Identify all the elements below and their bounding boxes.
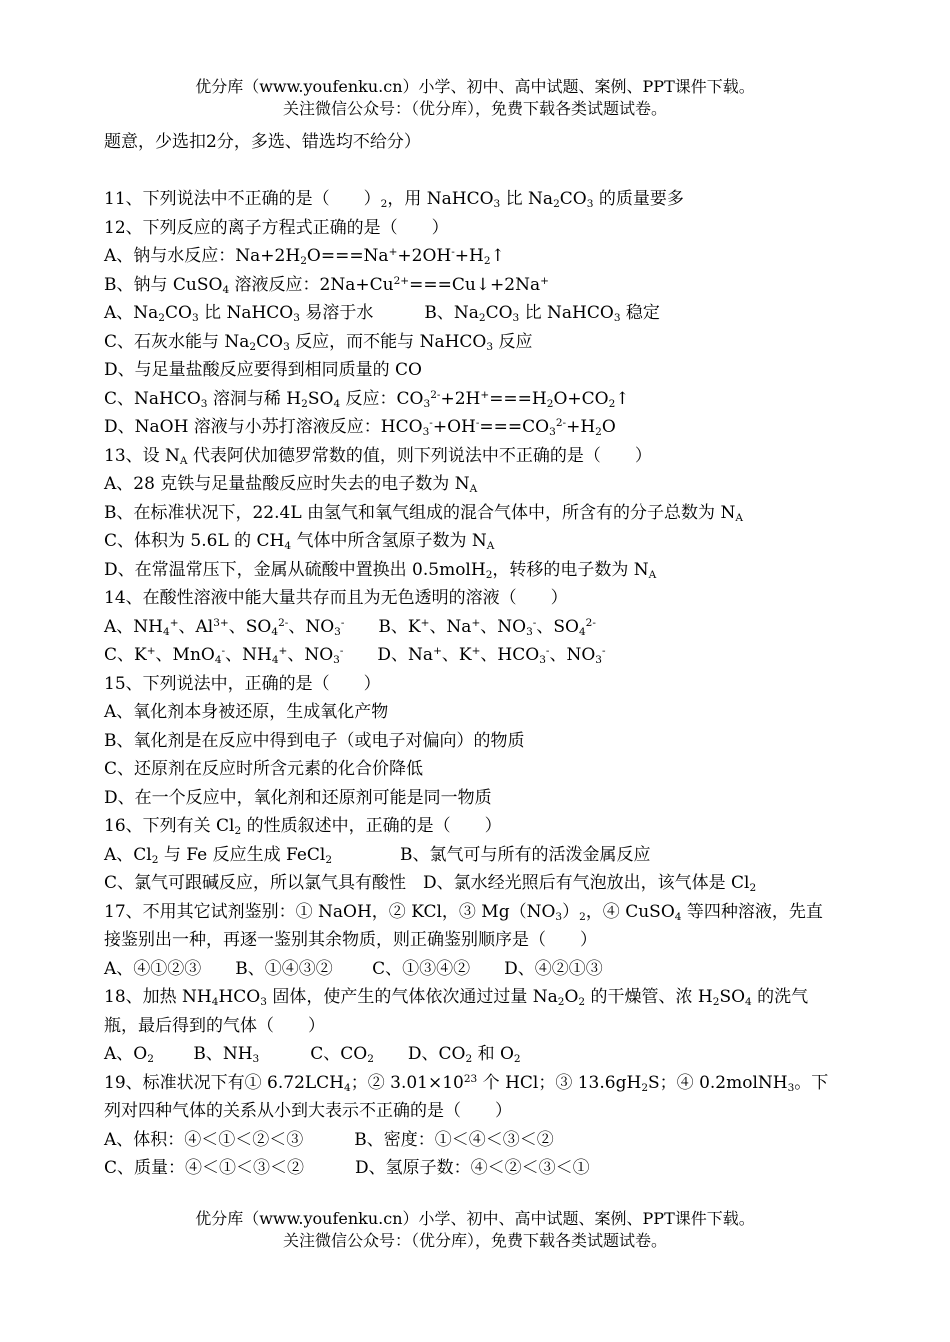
text-line: C、NaHCO$_3$ 溶洞与稀 $H_2SO_4$ 反应：$CO_3^{2-}+2H^+===H_2O+CO_2↑$ xyxy=(104,388,630,410)
text-line: 16、下列有关 $Cl_2$ 的性质叙述中，正确的是（ ） xyxy=(104,816,502,838)
text-line: C、体积为 5.6L 的 $CH_4$ 气体中所含氢原子数为 $N_A$ xyxy=(104,531,495,553)
text-line: A、$O_2$ B、$NH_3$ C、$CO_2$ D、$CO_2$ 和 $O_2$ xyxy=(104,1044,521,1066)
text-line: B、氧化剂是在反应中得到电子（或电子对偏向）的物质 xyxy=(104,730,525,751)
text-line: A、$Cl_2$ 与 Fe 反应生成 FeCl$_2$ B、氯气可与所有的活泼金属反应 xyxy=(104,844,651,866)
text-line: 15、下列说法中，正确的是（ ） xyxy=(104,673,381,694)
text-line: A、$Na_2CO_3$ 比 NaHCO$_3$ 易溶于水 B、$Na_2CO_3$ 比 NaHCO$_3$ 稳定 xyxy=(104,303,660,325)
text-line: A、体积：④＜①＜②＜③ B、密度：①＜④＜③＜② xyxy=(104,1129,554,1150)
text-line: D、与足量盐酸反应要得到相同质量的 CO xyxy=(104,360,422,380)
text-line: A、$NH_4^+$、$Al^{3+}$、$SO_4^{2-}$、$NO_3^-$ B、K+、Na+、$NO_3^-$、$SO_4^{2-}$ xyxy=(104,616,596,638)
text-line: C、氯气可跟碱反应，所以氯气具有酸性 D、氯水经光照后有气泡放出，该气体是 $Cl_2$ xyxy=(104,873,757,895)
text-line: C、质量：④＜①＜③＜② D、氢原子数：④＜②＜③＜① xyxy=(104,1158,590,1178)
text-line: C、石灰水能与 $Na_2CO_3$ 反应，而不能与 NaHCO$_3$ 反应 xyxy=(104,331,533,353)
footer-line-2: 关注微信公众号：（优分库），免费下载各类试题试卷。 xyxy=(282,1231,667,1250)
text-line: C、还原剂在反应时所含元素的化合价降低 xyxy=(104,759,424,779)
text-line: 13、设 $N_A$ 代表阿伏加德罗常数的值，则下列说法中不正确的是（ ） xyxy=(104,445,652,467)
document-body xyxy=(104,128,834,1183)
text-line: D、NaOH 溶液与小苏打溶液反应：$HCO_3^-+OH^-===CO_3^{2-}+H_2O$ xyxy=(104,417,616,439)
text-line: D、在一个反应中，氧化剂和还原剂可能是同一物质 xyxy=(104,787,492,808)
text-line: 18、加热 $NH_4HCO_3$ 固体，使产生的气体依次通过过量 $Na_2O_2$ 的干燥管、浓 $H_2SO_4$ 的洗气瓶，最后得到的气体（ ） xyxy=(104,987,809,1036)
text-line: 19、标准状况下有① $6.72LCH_4$；② $3.01\times 10^{23}$ 个 HCl；③ $13.6gH_2S$；④ 0.2molNH$_3$。下列对四种气体的关系从小到大表示不正确的是（ ） xyxy=(104,1072,829,1121)
text-line: A、④①②③ B、①④③② C、①③④② D、④②①③ xyxy=(104,958,603,979)
text-line: 12、下列反应的离子方程式正确的是（ ） xyxy=(104,217,449,238)
text-line: A、28 克铁与足量盐酸反应时失去的电子数为 $N_A$ xyxy=(104,474,478,496)
text-line: A、氧化剂本身被还原，生成氧化产物 xyxy=(104,702,389,722)
text-line: 14、在酸性溶液中能大量共存而且为无色透明的溶液（ ） xyxy=(104,588,568,608)
text-line: B、在标准状况下，22.4L 由氢气和氧气组成的混合气体中，所含有的分子总数为 $N_A$ xyxy=(104,502,743,524)
page-footer xyxy=(0,1208,950,1252)
header-line-1: 优分库（www.youfenku.cn）小学、初中、高中试题、案例、PPT课件下载。 xyxy=(195,77,755,96)
text-line: A、钠与水反应：$Na+2H_2O===Na^++2OH^-+H_2↑$ xyxy=(104,246,505,268)
text-line: C、K+、MnO$_4$-、$NH_4^+$、$NO_3^-$ D、Na+、K+、$HCO_3^-$、$NO_3^-$ xyxy=(104,645,606,667)
page-header xyxy=(0,76,950,120)
text-line: 17、不用其它试剂鉴别：① NaOH，② KCl，③ $Mg(NO_3)_2$，④ CuSO$_4$ 等四种溶液，先直接鉴别出一种，再逐一鉴别其余物质，则正确鉴别顺序是（ ） xyxy=(104,901,823,950)
text-line: 题意，少选扣2分，多选、错选均不给分） xyxy=(104,132,421,152)
text-line: B、钠与 CuSO$_4$ 溶液反应：$2Na+Cu^{2+}===Cu↓+2Na^+$ xyxy=(104,274,549,296)
header-line-2: 关注微信公众号：（优分库），免费下载各类试题试卷。 xyxy=(282,99,667,118)
text-line: 11、下列说法中不正确的是（ ）$_2$，用 NaHCO$_3$ 比 $Na_2CO_3$ 的质量要多 xyxy=(104,189,684,211)
text-line: D、在常温常压下，金属从硫酸中置换出 0.5molH$_2$，转移的电子数为 $N_A$ xyxy=(104,559,657,581)
footer-line-1: 优分库（www.youfenku.cn）小学、初中、高中试题、案例、PPT课件下载。 xyxy=(195,1209,755,1228)
